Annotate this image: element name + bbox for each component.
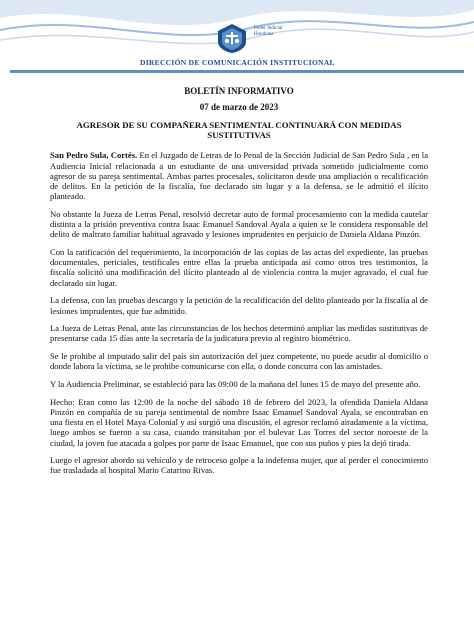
bulletin-title: BOLETÍN INFORMATIVO — [184, 86, 294, 96]
paragraph-1-text: En el Juzgado de Letras de lo Penal de la Sección Judicial de San Pedro Sula , en la Audiencia Inicial relacionada a un estudiante de una universidad privada sometido judicialmente como agresor de su pareja sentimental. Ambas partes procesales, solicitaron desde una ampliación o recalificación de delitos. En la petición de la fiscalía, fue declarado sin lugar y a la defensa, se le admitió el ilícito planteado. — [50, 150, 429, 202]
paragraph-9: Luego el agresor abordo su vehículo y de retroceso golpe a la indefensa mujer, que al perder el conocimiento fue trasladada al hospital Mario Catarino Rivas. — [50, 455, 428, 476]
bulletin-body — [50, 86, 428, 483]
letterhead — [0, 0, 474, 84]
paragraph-8: Hecho: Eran como las 12:00 de la noche del sábado 18 de febrero del 2023, la ofendida Daniela Aldana Pinzón en compañía de su pareja sentimental de nombre Isaac Emanuel Sandoval Ayala, se encontraban en una fiesta en el Hotel Maya Colonial y así surgió una discusión, el agresor reclamó airadamente a la víctima, luego ambos se fueron a su casa, cuando transitaban por el bulevar Las Torres del sector noroeste de la ciudad, la joven fue atacada a golpes por parte de Isaac Emanuel, que con sus puños y pies la dejó tirada. — [50, 396, 428, 448]
department-name: DIRECCIÓN DE COMUNICACIÓN INSTITUCIONAL — [140, 58, 335, 67]
paragraph-3: Con la ratificación del requerimiento, la incorporación de las copias de las actas del expediente, las pruebas documentales, periciales, testificales entre ellas la prueba anticipada así como otros tres testimonios, la fiscalía solicitó una modificación del ilícito planteado al de violencia contra la mujer agravado, el cual fue declarado sin lugar. — [50, 247, 428, 288]
paragraph-1 — [50, 150, 428, 201]
paragraph-7: Y la Audiencia Preliminar, se estableció para las 09:00 de la mañana del lunes 15 de mayo del presente año. — [50, 379, 421, 390]
bulletin-date: 07 de marzo de 2023 — [199, 102, 279, 113]
paragraph-6: Se le prohibe al imputado salir del país sin autorización del juez competente, no puede acudir al domicilio o donde labora la víctima, se le prohibe comunicarse con ella, o donde concurra con las amistades. — [50, 351, 428, 372]
paragraph-2: No obstante la Jueza de Letras Penal, resolvió decretar auto de formal procesamiento con la medida cautelar distinta a la prisión preventiva contra Isaac Emanuel Sandoval Ayala a quien se le considera responsable del delito de maltrato familiar habitual agravado y lesiones imprudentes en perjuicio de Daniela Aldana Pinzón. — [50, 208, 428, 240]
organization-name-line2: Honduras — [254, 32, 274, 37]
bulletin-headline: AGRESOR DE SU COMPAÑERA SENTIMENTAL CONTINUARÁ CON MEDIDAS SUSTITUTIVAS — [76, 120, 402, 141]
organization-name-line1: Poder Judicial — [254, 26, 283, 31]
header-rule — [10, 70, 464, 73]
organization-name — [254, 26, 282, 38]
judicial-seal-logo — [214, 22, 250, 54]
dateline: San Pedro Sula, Cortés. — [50, 150, 138, 161]
paragraph-5: La Jueza de Letras Penal, ante las circunstancias de los hechos determinó ampliar las medidas sustitutivas de presentarse cada 15 días ante la secretaría de la judicatura previo al registro biométrico. — [50, 323, 428, 344]
paragraph-4: La defensa, con las pruebas descargo y la petición de la recalificación del delito planteado por la fiscalía al de lesiones imprudentes, que fue admitido. — [50, 295, 428, 316]
